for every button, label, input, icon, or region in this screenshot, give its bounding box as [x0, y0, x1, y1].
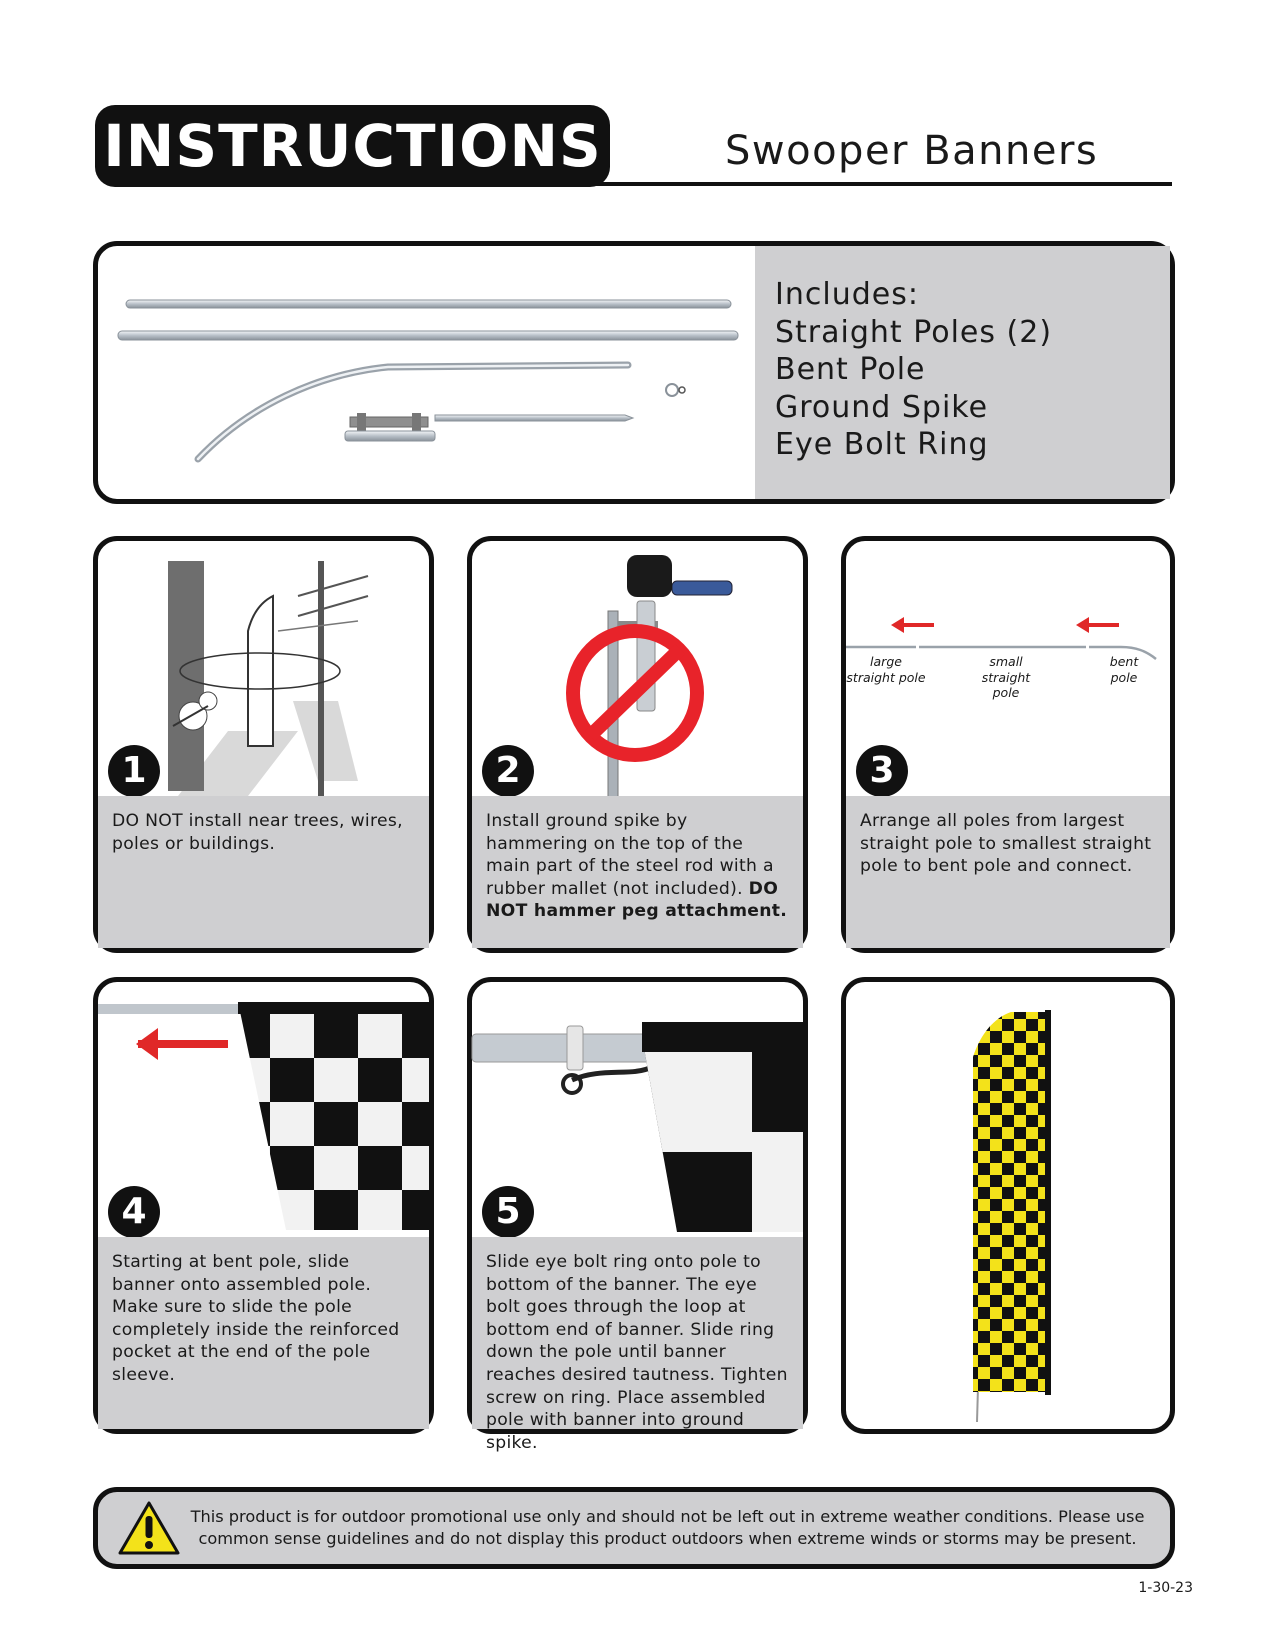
- page-subtitle: Swooper Banners: [725, 128, 1099, 174]
- checker-square: [1026, 1019, 1038, 1031]
- finished-flag-illustration: [846, 982, 1170, 1429]
- step-description: [846, 796, 1170, 948]
- checker-square: [1050, 1211, 1062, 1223]
- checker-square: [1014, 1247, 1026, 1259]
- checker-square: [1014, 1223, 1026, 1235]
- step-description: [472, 796, 803, 948]
- checker-square: [1002, 1211, 1014, 1223]
- includes-heading: Includes:: [775, 277, 919, 312]
- checker-square: [1026, 1259, 1038, 1271]
- checker-square: [990, 1031, 1002, 1043]
- checker-square: [990, 1007, 1002, 1019]
- checker-square: [402, 1014, 446, 1058]
- step-1-panel: [93, 536, 434, 953]
- checker-square: [966, 1199, 978, 1211]
- checker-square: [990, 1199, 1002, 1211]
- includes-item: Straight Poles (2): [775, 314, 1053, 350]
- step-2-panel: [467, 536, 808, 953]
- checker-square: [1014, 1151, 1026, 1163]
- checker-square: [1050, 1235, 1062, 1247]
- checker-square: [978, 1331, 990, 1343]
- checker-square: [990, 1151, 1002, 1163]
- finished-flag-panel: [841, 977, 1175, 1434]
- checker-square: [978, 1283, 990, 1295]
- checker-square: [1026, 1187, 1038, 1199]
- checker-square: [966, 1343, 978, 1355]
- checker-square: [1002, 1235, 1014, 1247]
- checker-square: [1014, 1031, 1026, 1043]
- step-number-badge: 5: [482, 1186, 534, 1238]
- checker-square: [990, 1079, 1002, 1091]
- checker-square: [1026, 1211, 1038, 1223]
- checker-square: [1002, 1331, 1014, 1343]
- checker-square: [1002, 1115, 1014, 1127]
- checker-square: [1014, 1319, 1026, 1331]
- checker-square: [1002, 1355, 1014, 1367]
- checker-square: [1026, 1067, 1038, 1079]
- checker-square: [1026, 1115, 1038, 1127]
- checker-square: [978, 1043, 990, 1055]
- checker-square: [990, 1271, 1002, 1283]
- checker-square: [1002, 1307, 1014, 1319]
- checker-square: [1026, 1331, 1038, 1343]
- checker-square: [990, 1247, 1002, 1259]
- checker-square: [1014, 1343, 1026, 1355]
- checker-square: [1014, 1271, 1026, 1283]
- checker-square: [1026, 1091, 1038, 1103]
- checker-square: [990, 1127, 1002, 1139]
- checker-square: [1026, 1403, 1038, 1415]
- step-3-panel: [841, 536, 1175, 953]
- checker-square: [990, 1367, 1002, 1379]
- checker-square: [966, 1175, 978, 1187]
- checker-square: [1002, 1379, 1014, 1391]
- checker-square: [1014, 1391, 1026, 1403]
- checker-square: [1050, 1115, 1062, 1127]
- flag-outline: [248, 596, 273, 746]
- checker-square: [966, 1127, 978, 1139]
- checker-square: [966, 1319, 978, 1331]
- checker-square: [990, 1223, 1002, 1235]
- checker-square: [1002, 1067, 1014, 1079]
- step-text: Starting at bent pole, slide banner onto assembled pole. Make sure to slide the pole completely inside the reinforced pocket at the end of the pole sleeve.: [112, 1252, 400, 1385]
- checker-square: [1014, 1199, 1026, 1211]
- checker-square: [1002, 1403, 1014, 1415]
- step-number-badge: 4: [108, 1186, 160, 1238]
- checker-square: [966, 1079, 978, 1091]
- checker-square: [966, 1367, 978, 1379]
- checker-square: [1014, 1367, 1026, 1379]
- checker-square: [1050, 1259, 1062, 1271]
- step-text-regular: Install ground spike by hammering on the top of the main part of the steel rod with a rubber mallet (not included).: [486, 811, 774, 899]
- checker-square: [978, 1259, 990, 1271]
- checker-square: [978, 1355, 990, 1367]
- checker-square: [990, 1391, 1002, 1403]
- checker-square: [966, 1031, 978, 1043]
- warning-text: This product is for outdoor promotional use only and should not be left out in extreme weather conditions. Please use common sense guidelines and do not display this product outdoors when extreme winds or storms may be present.: [190, 1507, 1145, 1548]
- checker-square: [270, 1146, 314, 1190]
- checker-square: [1026, 1043, 1038, 1055]
- step-number-badge: 3: [856, 745, 908, 797]
- checker-square: [966, 1007, 978, 1019]
- step-text: Arrange all poles from largest straight pole to smallest straight pole to bent pole and connect.: [860, 811, 1152, 877]
- checker-square: [1050, 1019, 1062, 1031]
- checker-square: [978, 1163, 990, 1175]
- no-sign-slash: [590, 649, 680, 736]
- step-description: [472, 1237, 803, 1453]
- checker-square: [226, 1014, 270, 1058]
- checkered-banner: [642, 1037, 812, 1237]
- checker-square: [966, 1247, 978, 1259]
- checker-square: [270, 1058, 314, 1102]
- poles-illustration: [98, 246, 758, 499]
- header-rule: [560, 182, 1172, 186]
- checker-square: [966, 1295, 978, 1307]
- checker-square: [314, 1190, 358, 1234]
- checker-square: [966, 1151, 978, 1163]
- checker-square: [1050, 1403, 1062, 1415]
- checker-square: [990, 1055, 1002, 1067]
- label-large-straight-pole: large straight pole: [846, 654, 926, 685]
- checker-square: [1014, 1295, 1026, 1307]
- checker-square: [978, 1379, 990, 1391]
- checker-square: [1026, 1307, 1038, 1319]
- bent-pole: [198, 365, 628, 459]
- step-text: Slide eye bolt ring onto pole to bottom of the banner. The eye bolt goes through the loop at bottom end of banner. Slide ring down the pole until banner reaches desired tautness. Tighten screw on ring. Place assembled pole with banner into ground spike.: [486, 1252, 788, 1453]
- ground-spike: [435, 415, 633, 421]
- checker-square: [966, 1103, 978, 1115]
- checker-square: [1026, 1163, 1038, 1175]
- mallet-head: [627, 555, 672, 597]
- checker-square: [978, 1115, 990, 1127]
- checker-square: [966, 1223, 978, 1235]
- checker-square: [1026, 1283, 1038, 1295]
- label-bent-pole: bent pole: [1109, 654, 1139, 685]
- checker-square: [990, 1175, 1002, 1187]
- checker-square: [978, 1211, 990, 1223]
- step-description: [98, 796, 429, 948]
- straight-pole-2: [118, 331, 738, 340]
- checker-square: [966, 1391, 978, 1403]
- step-4-panel: [93, 977, 434, 1434]
- checker-square: [966, 1271, 978, 1283]
- checker-square: [1002, 1019, 1014, 1031]
- checker-square: [226, 1190, 270, 1234]
- checker-square: [978, 1019, 990, 1031]
- checker-square: [1002, 1139, 1014, 1151]
- step-5-panel: [467, 977, 808, 1453]
- checker-square: [1002, 1091, 1014, 1103]
- label-small-straight-pole: small straight pole: [981, 654, 1031, 700]
- checker-square: [990, 1343, 1002, 1355]
- includes-item: Eye Bolt Ring: [775, 427, 989, 462]
- checker-square: [990, 1103, 1002, 1115]
- checker-square: [1014, 1103, 1026, 1115]
- checker-square: [1014, 1079, 1026, 1091]
- checker-square: [978, 1067, 990, 1079]
- checker-square: [1002, 1187, 1014, 1199]
- checker-square: [990, 1295, 1002, 1307]
- warning-triangle-icon: [118, 1500, 180, 1556]
- checker-square: [1050, 1163, 1062, 1175]
- includes-item: Ground Spike: [775, 389, 989, 425]
- checker-square: [1014, 1007, 1026, 1019]
- checker-square: [978, 1307, 990, 1319]
- checker-square: [978, 1139, 990, 1151]
- checker-square: [1050, 1187, 1062, 1199]
- mallet-handle: [672, 581, 732, 595]
- checker-square: [402, 1102, 446, 1146]
- checker-square: [1026, 1235, 1038, 1247]
- checker-square: [1050, 1307, 1062, 1319]
- checker-square: [1050, 1139, 1062, 1151]
- checker-square: [1026, 1355, 1038, 1367]
- checker-square: [966, 1055, 978, 1067]
- checker-square: [1014, 1175, 1026, 1187]
- checker-square: [1002, 1259, 1014, 1271]
- checker-square: [1026, 1139, 1038, 1151]
- includes-item: Bent Pole: [775, 352, 926, 387]
- utility-pole: [318, 561, 324, 796]
- step-description: [98, 1237, 429, 1429]
- step-number-badge: 2: [482, 745, 534, 797]
- checker-square: [1050, 1067, 1062, 1079]
- eye-bolt-ring-clip: [567, 1026, 583, 1070]
- checker-square: [358, 1058, 402, 1102]
- step-text-bold: DO NOT hammer peg attachment.: [486, 878, 788, 922]
- checker-square: [1026, 1379, 1038, 1391]
- eye-bolt-ring: [666, 384, 678, 396]
- checker-square: [402, 1190, 446, 1234]
- checker-square: [1014, 1055, 1026, 1067]
- checker-square: [990, 1319, 1002, 1331]
- checker-square: [978, 1091, 990, 1103]
- document-date: 1-30-23: [1138, 1580, 1193, 1596]
- checker-square: [1050, 1379, 1062, 1391]
- step-number-badge: 1: [108, 745, 160, 797]
- checker-square: [314, 1102, 358, 1146]
- checker-square: [314, 1014, 358, 1058]
- checker-square: [978, 1187, 990, 1199]
- checker-square: [1050, 1043, 1062, 1055]
- checker-square: [1002, 1043, 1014, 1055]
- checker-square: [1050, 1331, 1062, 1343]
- step-text: [472, 796, 803, 923]
- checker-square: [1002, 1163, 1014, 1175]
- tree-trunk: [168, 561, 204, 791]
- checker-square: [1014, 1127, 1026, 1139]
- step-text: DO NOT install near trees, wires, poles or buildings.: [112, 811, 403, 854]
- straight-pole-1: [126, 300, 731, 308]
- checker-square: [358, 1146, 402, 1190]
- checker-square: [1050, 1355, 1062, 1367]
- checker-square: [978, 1235, 990, 1247]
- checker-square: [1050, 1283, 1062, 1295]
- checker-square: [226, 1102, 270, 1146]
- checker-square: [978, 1403, 990, 1415]
- page-title: INSTRUCTIONS: [103, 112, 602, 180]
- includes-list: [775, 276, 1052, 464]
- checker-square: [1050, 1091, 1062, 1103]
- checker-square: [1002, 1283, 1014, 1295]
